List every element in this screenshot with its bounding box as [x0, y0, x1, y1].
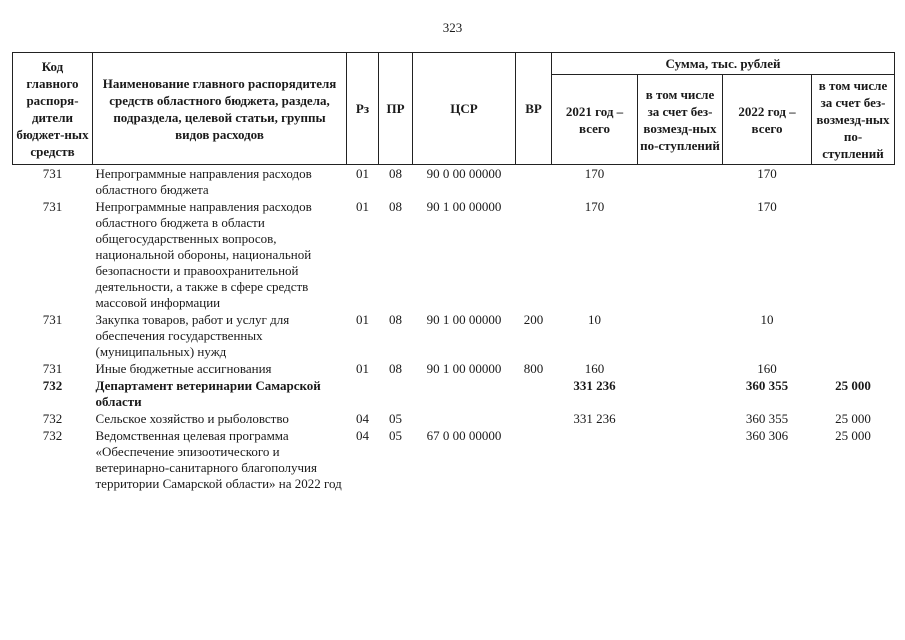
- row-2022-free: 25 000: [835, 378, 871, 393]
- row-vr: 800: [523, 361, 544, 376]
- page-number: 323: [442, 20, 463, 35]
- header-2021-free: в том числе за счет без-возмезд-ных по-ступлений: [638, 75, 723, 165]
- row-2021-total: 331 236: [573, 378, 616, 393]
- row-code: 731: [42, 361, 63, 376]
- row-2021-total: 160: [584, 361, 605, 376]
- row-name: Иные бюджетные ассигнования: [95, 361, 272, 376]
- row-2021-total: [552, 427, 638, 492]
- row-name: Сельское хозяйство и рыболовство: [95, 411, 289, 426]
- row-2022-free: [812, 311, 895, 360]
- row-code: 731: [42, 166, 63, 181]
- row-csr: 90 1 00 00000: [426, 199, 502, 214]
- row-pr: 08: [389, 166, 402, 181]
- row-2022-free: [812, 165, 895, 199]
- table-header: [13, 53, 895, 165]
- header-rz: Рз: [347, 53, 379, 165]
- row-rz: 01: [356, 312, 369, 327]
- header-sum: Сумма, тыс. рублей: [552, 53, 895, 75]
- table-row: [13, 198, 895, 311]
- header-2022-free: в том числе за счет без-возмезд-ных по-ступлений: [812, 75, 895, 165]
- row-rz: 04: [356, 411, 369, 426]
- row-2022-total: 170: [757, 199, 777, 214]
- header-2022-total: 2022 год – всего: [723, 75, 812, 165]
- row-2022-free: [812, 360, 895, 377]
- row-pr: 08: [389, 361, 402, 376]
- row-pr: 05: [389, 411, 402, 426]
- header-pr: ПР: [379, 53, 413, 165]
- table-row: [13, 427, 895, 492]
- row-csr: 90 0 00 00000: [426, 166, 502, 181]
- row-name: Ведомственная целевая программа «Обеспечение эпизоотического и ветеринарно-санитарного благополучия территории Самарской области» на 2022 год: [95, 428, 342, 491]
- row-pr: 08: [389, 199, 402, 214]
- row-pr: 08: [389, 312, 402, 327]
- table-row: [13, 311, 895, 360]
- header-code: Код главного распоря-дители бюджет-ных средств: [13, 53, 93, 165]
- row-2021-free: [638, 311, 723, 360]
- row-vr: [516, 165, 552, 199]
- row-name: Департамент ветеринарии Самарской области: [95, 378, 321, 409]
- row-csr: 67 0 00 00000: [426, 428, 502, 443]
- row-code: 731: [42, 199, 63, 214]
- row-code: 731: [42, 312, 63, 327]
- row-2022-total: 160: [757, 361, 777, 376]
- row-vr: [516, 427, 552, 492]
- row-vr: [516, 377, 552, 410]
- row-rz: 01: [356, 199, 369, 214]
- row-pr: 05: [389, 428, 402, 443]
- row-2021-free: [638, 198, 723, 311]
- row-2021-total: 10: [588, 312, 601, 327]
- row-2021-free: [638, 360, 723, 377]
- row-rz: 01: [356, 166, 369, 181]
- row-rz: 01: [356, 361, 369, 376]
- row-rz: 04: [356, 428, 369, 443]
- row-name: Непрограммные направления расходов областного бюджета в области общегосударственных вопросов, национальной обороны, национальной безопасности и правоохранительной деятельности, а также в сфере средств массовой информации: [95, 199, 312, 310]
- row-code: 732: [42, 378, 63, 393]
- row-2022-free: [812, 198, 895, 311]
- row-code: 732: [42, 411, 63, 426]
- header-vr: ВР: [516, 53, 552, 165]
- row-vr: [516, 410, 552, 427]
- table-row: [13, 377, 895, 410]
- row-pr: [379, 377, 413, 410]
- table-row: [13, 360, 895, 377]
- row-2021-total: 331 236: [573, 411, 616, 426]
- row-2021-free: [638, 410, 723, 427]
- row-2022-total: 360 306: [745, 428, 789, 443]
- header-name: Наименование главного распорядителя средств областного бюджета, раздела, подраздела, целевой статьи, группы видов расходов: [93, 53, 347, 165]
- row-2021-total: 170: [584, 166, 605, 181]
- table-row: [13, 410, 895, 427]
- row-2021-free: [638, 165, 723, 199]
- row-2022-free: 25 000: [835, 411, 871, 426]
- row-name: Закупка товаров, работ и услуг для обеспечения государственных (муниципальных) нужд: [95, 312, 290, 359]
- row-2021-free: [638, 377, 723, 410]
- row-2022-total: 10: [760, 312, 774, 327]
- row-csr: [413, 377, 516, 410]
- row-vr: [516, 198, 552, 311]
- row-vr: 200: [523, 312, 544, 327]
- row-2022-total: 360 355: [745, 411, 789, 426]
- row-2022-total: 170: [757, 166, 777, 181]
- row-rz: [347, 377, 379, 410]
- table-body: [13, 165, 895, 493]
- row-2021-total: 170: [584, 199, 605, 214]
- row-csr: [413, 410, 516, 427]
- row-csr: 90 1 00 00000: [426, 312, 502, 327]
- row-2021-free: [638, 427, 723, 492]
- row-name: Непрограммные направления расходов областного бюджета: [95, 166, 312, 197]
- row-code: 732: [42, 428, 63, 443]
- row-csr: 90 1 00 00000: [426, 361, 502, 376]
- header-csr: ЦСР: [413, 53, 516, 165]
- budget-table: [12, 52, 895, 492]
- row-2022-total: 360 355: [745, 378, 789, 393]
- row-2022-free: 25 000: [835, 428, 871, 443]
- header-2021-total: 2021 год – всего: [552, 75, 638, 165]
- table-row: [13, 165, 895, 199]
